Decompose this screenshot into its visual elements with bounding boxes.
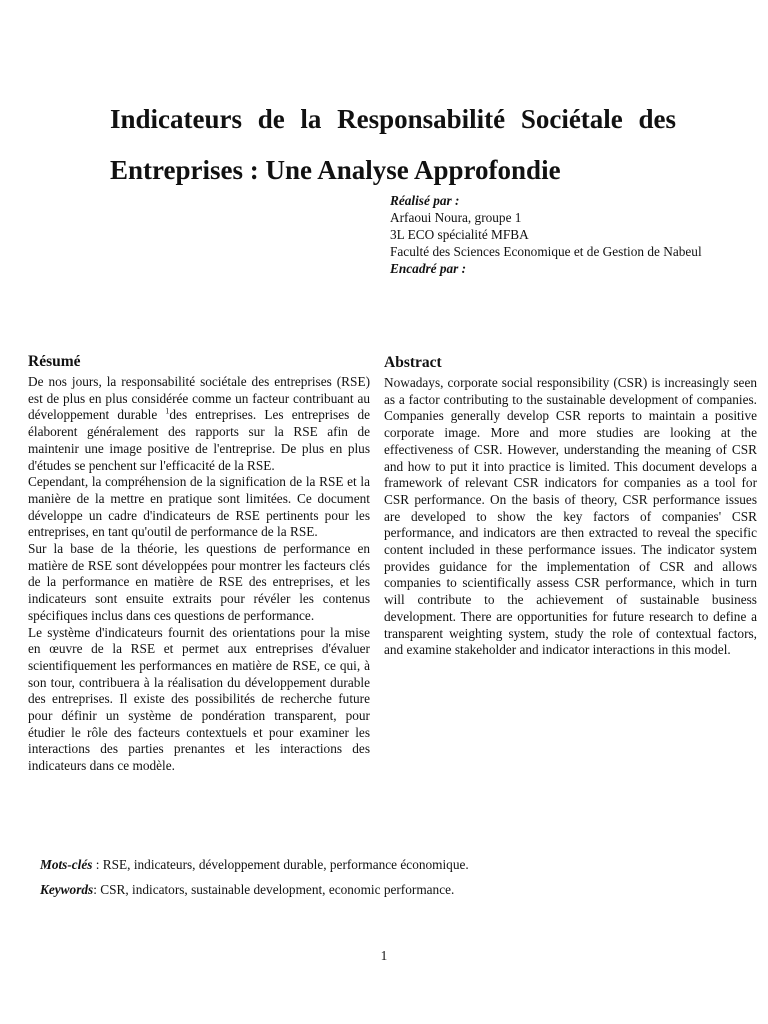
abstract-text: Nowadays, corporate social responsibility (CSR) is increasingly seen as a factor contributing to the sustainable development of companies. Companies generally develop CSR reports to maintain a positive corporate image. More and more studies are looking at the effectiveness of CSR. However, understanding the meaning of CSR and how to put it into practice is limited. This document develops a framework of relevant CSR indicators for companies as a tool for CSR performance. On the basis of theory, CSR performance issues are developed to show the key factors of companies' CSR performance, and indicators are then extracted to reveal the specific content included in these performance issues. The indicator system provides guidance for the implementation of CSR and allows companies to scientifically assess CSR performance, which in turn will contribute to the achievement of sustainable business development. There are opportunities for future research to define a transparent weighting system, study the role of contextual factors, and examine stakeholder and indicator interactions in this model. <box>384 375 757 658</box>
resume-heading: Résumé <box>28 353 81 370</box>
author-label: Réalisé par : <box>390 193 460 208</box>
keywords-fr <box>40 856 740 873</box>
footnote-ref[interactable]: 1 <box>165 406 170 416</box>
keywords-en-text: : CSR, indicators, sustainable development, economic performance. <box>93 882 455 897</box>
keywords-fr-text: : RSE, indicateurs, développement durable, performance économique. <box>92 857 469 872</box>
resume-paragraph-4: Le système d'indicateurs fournit des orientations pour la mise en œuvre de la RSE et permet aux entreprises d'évaluer scientifiquement les performances en matière de RSE, ce qui, à son tour, contribuera à la réalisation du développement durable des entreprises. Il existe des possibilités de recherche future pour définir un système de pondération transparent, pour étudier le rôle des facteurs contextuels et pour examiner les interactions des parties prenantes et les interactions des indicateurs dans ce modèle. <box>28 624 370 774</box>
author-block <box>390 192 752 277</box>
page-number: 1 <box>380 948 388 963</box>
supervisor-label: Encadré par : <box>390 261 467 276</box>
author-faculty: Faculté des Sciences Economique et de Gestion de Nabeul <box>390 244 702 259</box>
author-name: Arfaoui Noura, groupe 1 <box>390 210 522 225</box>
resume-paragraph-3: Sur la base de la théorie, les questions de performance en matière de RSE sont développées pour montrer les facteurs clés de la performance en matière de RSE des entreprises, et les indicateurs sont ensuite extraits pour révéler les contenus spécifiques inclus dans ces questions de performance. <box>28 541 370 623</box>
keywords-en-label: Keywords <box>40 882 94 897</box>
keywords-fr-label: Mots-clés <box>40 857 93 872</box>
abstract-heading: Abstract <box>384 354 442 371</box>
resume-paragraph-2: Cependant, la compréhension de la signification de la RSE et la manière de la mettre en pratique sont limitées. Ce document développe un cadre d'indicateurs de RSE pertinents pour les entreprises, en tant qu'outil de performance de la RSE. <box>28 474 370 540</box>
resume-paragraph-1 <box>28 374 370 474</box>
resume-p1-text-b: des entreprises. Les entreprises de élaborent généralement des rapports sur la RSE afin de maintenir une image positive de l'entreprise. De plus en plus d'études se penchent sur l'efficacité de la RSE. <box>28 407 370 473</box>
author-program: 3L ECO spécialité MFBA <box>390 227 529 242</box>
resume-section <box>28 352 370 775</box>
paper-title: Indicateurs de la Responsabilité Sociétale des Entreprises : Une Analyse Approfondie <box>110 104 676 185</box>
resume-p1-text-a: De nos jours, la responsabilité sociétale des entreprises (RSE) est de plus en plus considérée comme un facteur contribuant au développement durable <box>28 374 370 423</box>
keywords-en <box>40 881 740 898</box>
abstract-section <box>384 353 757 659</box>
